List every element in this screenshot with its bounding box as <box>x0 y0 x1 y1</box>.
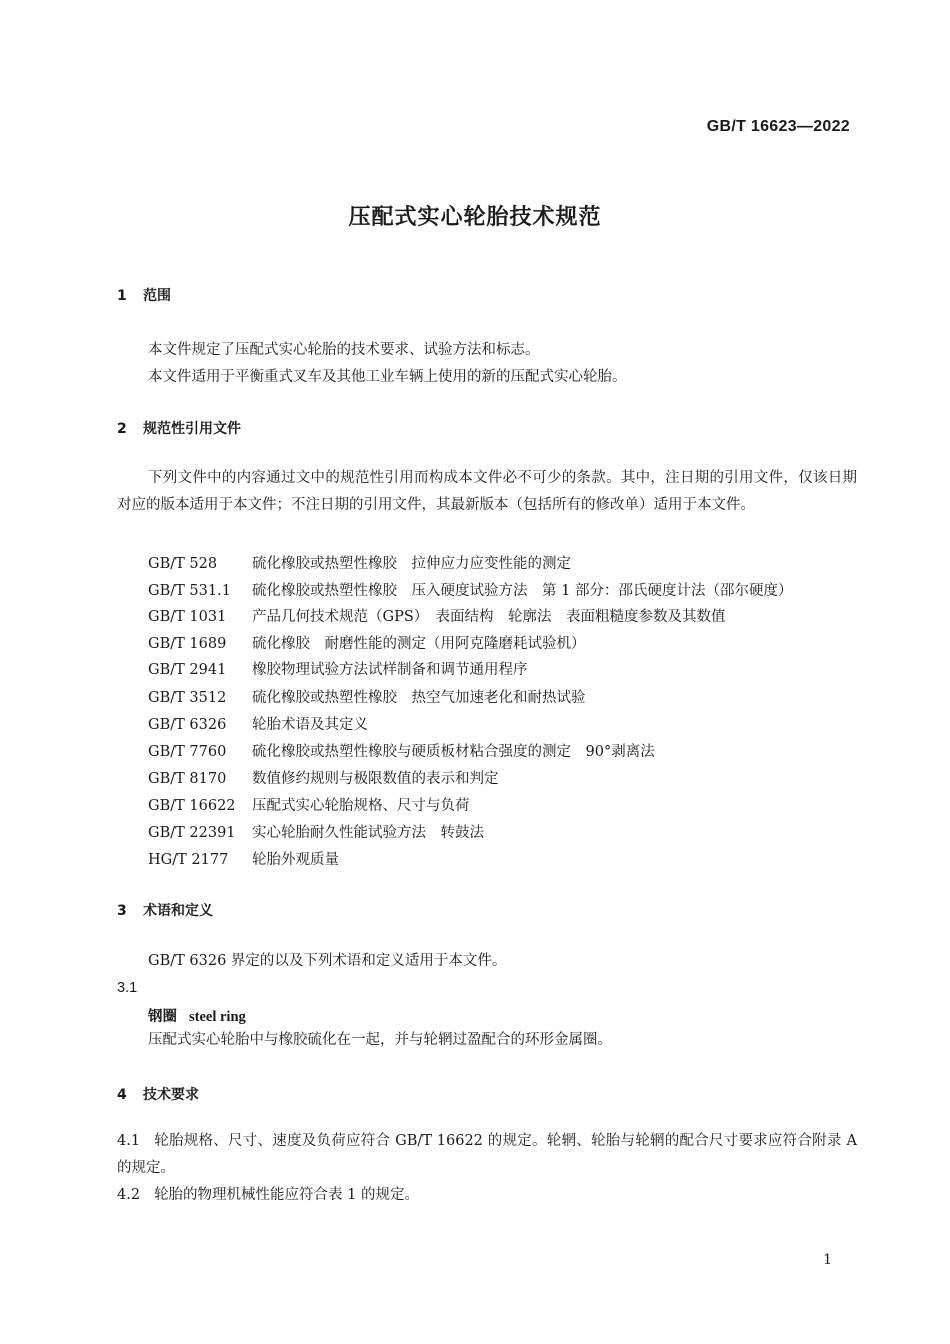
reference-item <box>148 740 655 761</box>
reference-title: 橡胶物理试验方法试样制备和调节通用程序 <box>252 662 528 678</box>
section-1-paragraph-2: 本文件适用于平衡重式叉车及其他工业车辆上使用的新的压配式实心轮胎。 <box>148 369 627 385</box>
reference-code: GB/T 1031 <box>148 609 227 625</box>
reference-code: GB/T 22391 <box>148 825 236 841</box>
reference-item <box>148 713 368 734</box>
reference-item <box>148 794 470 815</box>
reference-title: 数值修约规则与极限数值的表示和判定 <box>252 771 499 787</box>
reference-code: GB/T 528 <box>148 556 218 572</box>
reference-item <box>148 552 571 573</box>
reference-title: 轮胎外观质量 <box>252 852 339 868</box>
reference-code: HG/T 2177 <box>148 852 229 868</box>
reference-item <box>148 686 586 707</box>
reference-item <box>148 658 528 679</box>
reference-code: GB/T 1689 <box>148 636 227 652</box>
reference-title: 压配式实心轮胎规格、尺寸与负荷 <box>252 798 470 814</box>
term-number: 3.1 <box>117 980 138 996</box>
reference-item <box>148 767 499 788</box>
section-3-intro: GB/T 6326 界定的以及下列术语和定义适用于本文件。 <box>148 953 507 969</box>
section-title: 术语和定义 <box>143 903 213 919</box>
section-4-heading <box>117 1084 199 1104</box>
clause-4-2 <box>117 1182 419 1209</box>
standard-code: GB/T 16623—2022 <box>706 118 850 135</box>
reference-code: GB/T 7760 <box>148 744 227 760</box>
reference-item <box>148 579 792 600</box>
reference-title: 实心轮胎耐久性能试验方法 转鼓法 <box>252 825 484 841</box>
reference-title: 轮胎术语及其定义 <box>252 717 368 733</box>
term-definition: 压配式实心轮胎中与橡胶硫化在一起，并与轮辋过盈配合的环形金属圈。 <box>148 1032 612 1048</box>
reference-code: GB/T 6326 <box>148 717 227 733</box>
page-number: 1 <box>823 1252 832 1268</box>
reference-code: GB/T 3512 <box>148 690 227 706</box>
reference-title: 硫化橡胶 耐磨性能的测定（用阿克隆磨耗试验机） <box>252 636 586 652</box>
clause-text: 轮胎规格、尺寸、速度及负荷应符合 GB/T 16622 的规定。轮辋、轮胎与轮辋的配合尺寸要求应符合附录 A 的规定。 <box>117 1133 857 1176</box>
section-3-heading <box>117 900 213 920</box>
clause-4-1 <box>117 1128 857 1182</box>
document-title: 压配式实心轮胎技术规范 <box>348 205 602 230</box>
reference-code: GB/T 16622 <box>148 798 236 814</box>
reference-title: 硫化橡胶或热塑性橡胶 热空气加速老化和耐热试验 <box>252 690 586 706</box>
section-number: 3 <box>117 903 127 919</box>
reference-title: 硫化橡胶或热塑性橡胶 拉伸应力应变性能的测定 <box>252 556 571 572</box>
clause-number: 4.2 <box>117 1187 141 1203</box>
reference-item <box>148 848 339 869</box>
reference-code: GB/T 8170 <box>148 771 227 787</box>
section-title: 规范性引用文件 <box>143 421 241 437</box>
reference-item <box>148 821 484 842</box>
reference-title: 硫化橡胶或热塑性橡胶 压入硬度试验方法 第 1 部分：邵氏硬度计法（邵尔硬度） <box>252 583 793 599</box>
reference-code: GB/T 2941 <box>148 662 227 678</box>
reference-title: 产品几何技术规范（GPS） 表面结构 轮廓法 表面粗糙度参数及其数值 <box>252 609 726 625</box>
reference-code: GB/T 531.1 <box>148 583 231 599</box>
term-english: steel ring <box>189 1009 246 1025</box>
section-1-paragraph-1: 本文件规定了压配式实心轮胎的技术要求、试验方法和标志。 <box>148 342 540 358</box>
clause-number: 4.1 <box>117 1133 141 1149</box>
section-title: 技术要求 <box>143 1087 199 1103</box>
reference-item <box>148 605 726 626</box>
section-2-intro: 下列文件中的内容通过文中的规范性引用而构成本文件必不可少的条款。其中，注日期的引用文件，仅该日期对应的版本适用于本文件；不注日期的引用文件，其最新版本（包括所有的修改单）适用于本文件。 <box>117 470 857 513</box>
term-chinese: 钢圈 <box>148 1008 177 1025</box>
section-number: 4 <box>117 1087 127 1103</box>
reference-item <box>148 632 586 653</box>
section-1-heading <box>117 285 171 305</box>
term-entry <box>148 1005 246 1026</box>
section-2-heading <box>117 418 241 438</box>
clause-text: 轮胎的物理机械性能应符合表 1 的规定。 <box>154 1187 420 1203</box>
section-number: 2 <box>117 421 127 437</box>
section-number: 1 <box>117 288 127 304</box>
reference-title: 硫化橡胶或热塑性橡胶与硬质板材粘合强度的测定 90°剥离法 <box>252 744 655 760</box>
section-title: 范围 <box>143 288 171 304</box>
